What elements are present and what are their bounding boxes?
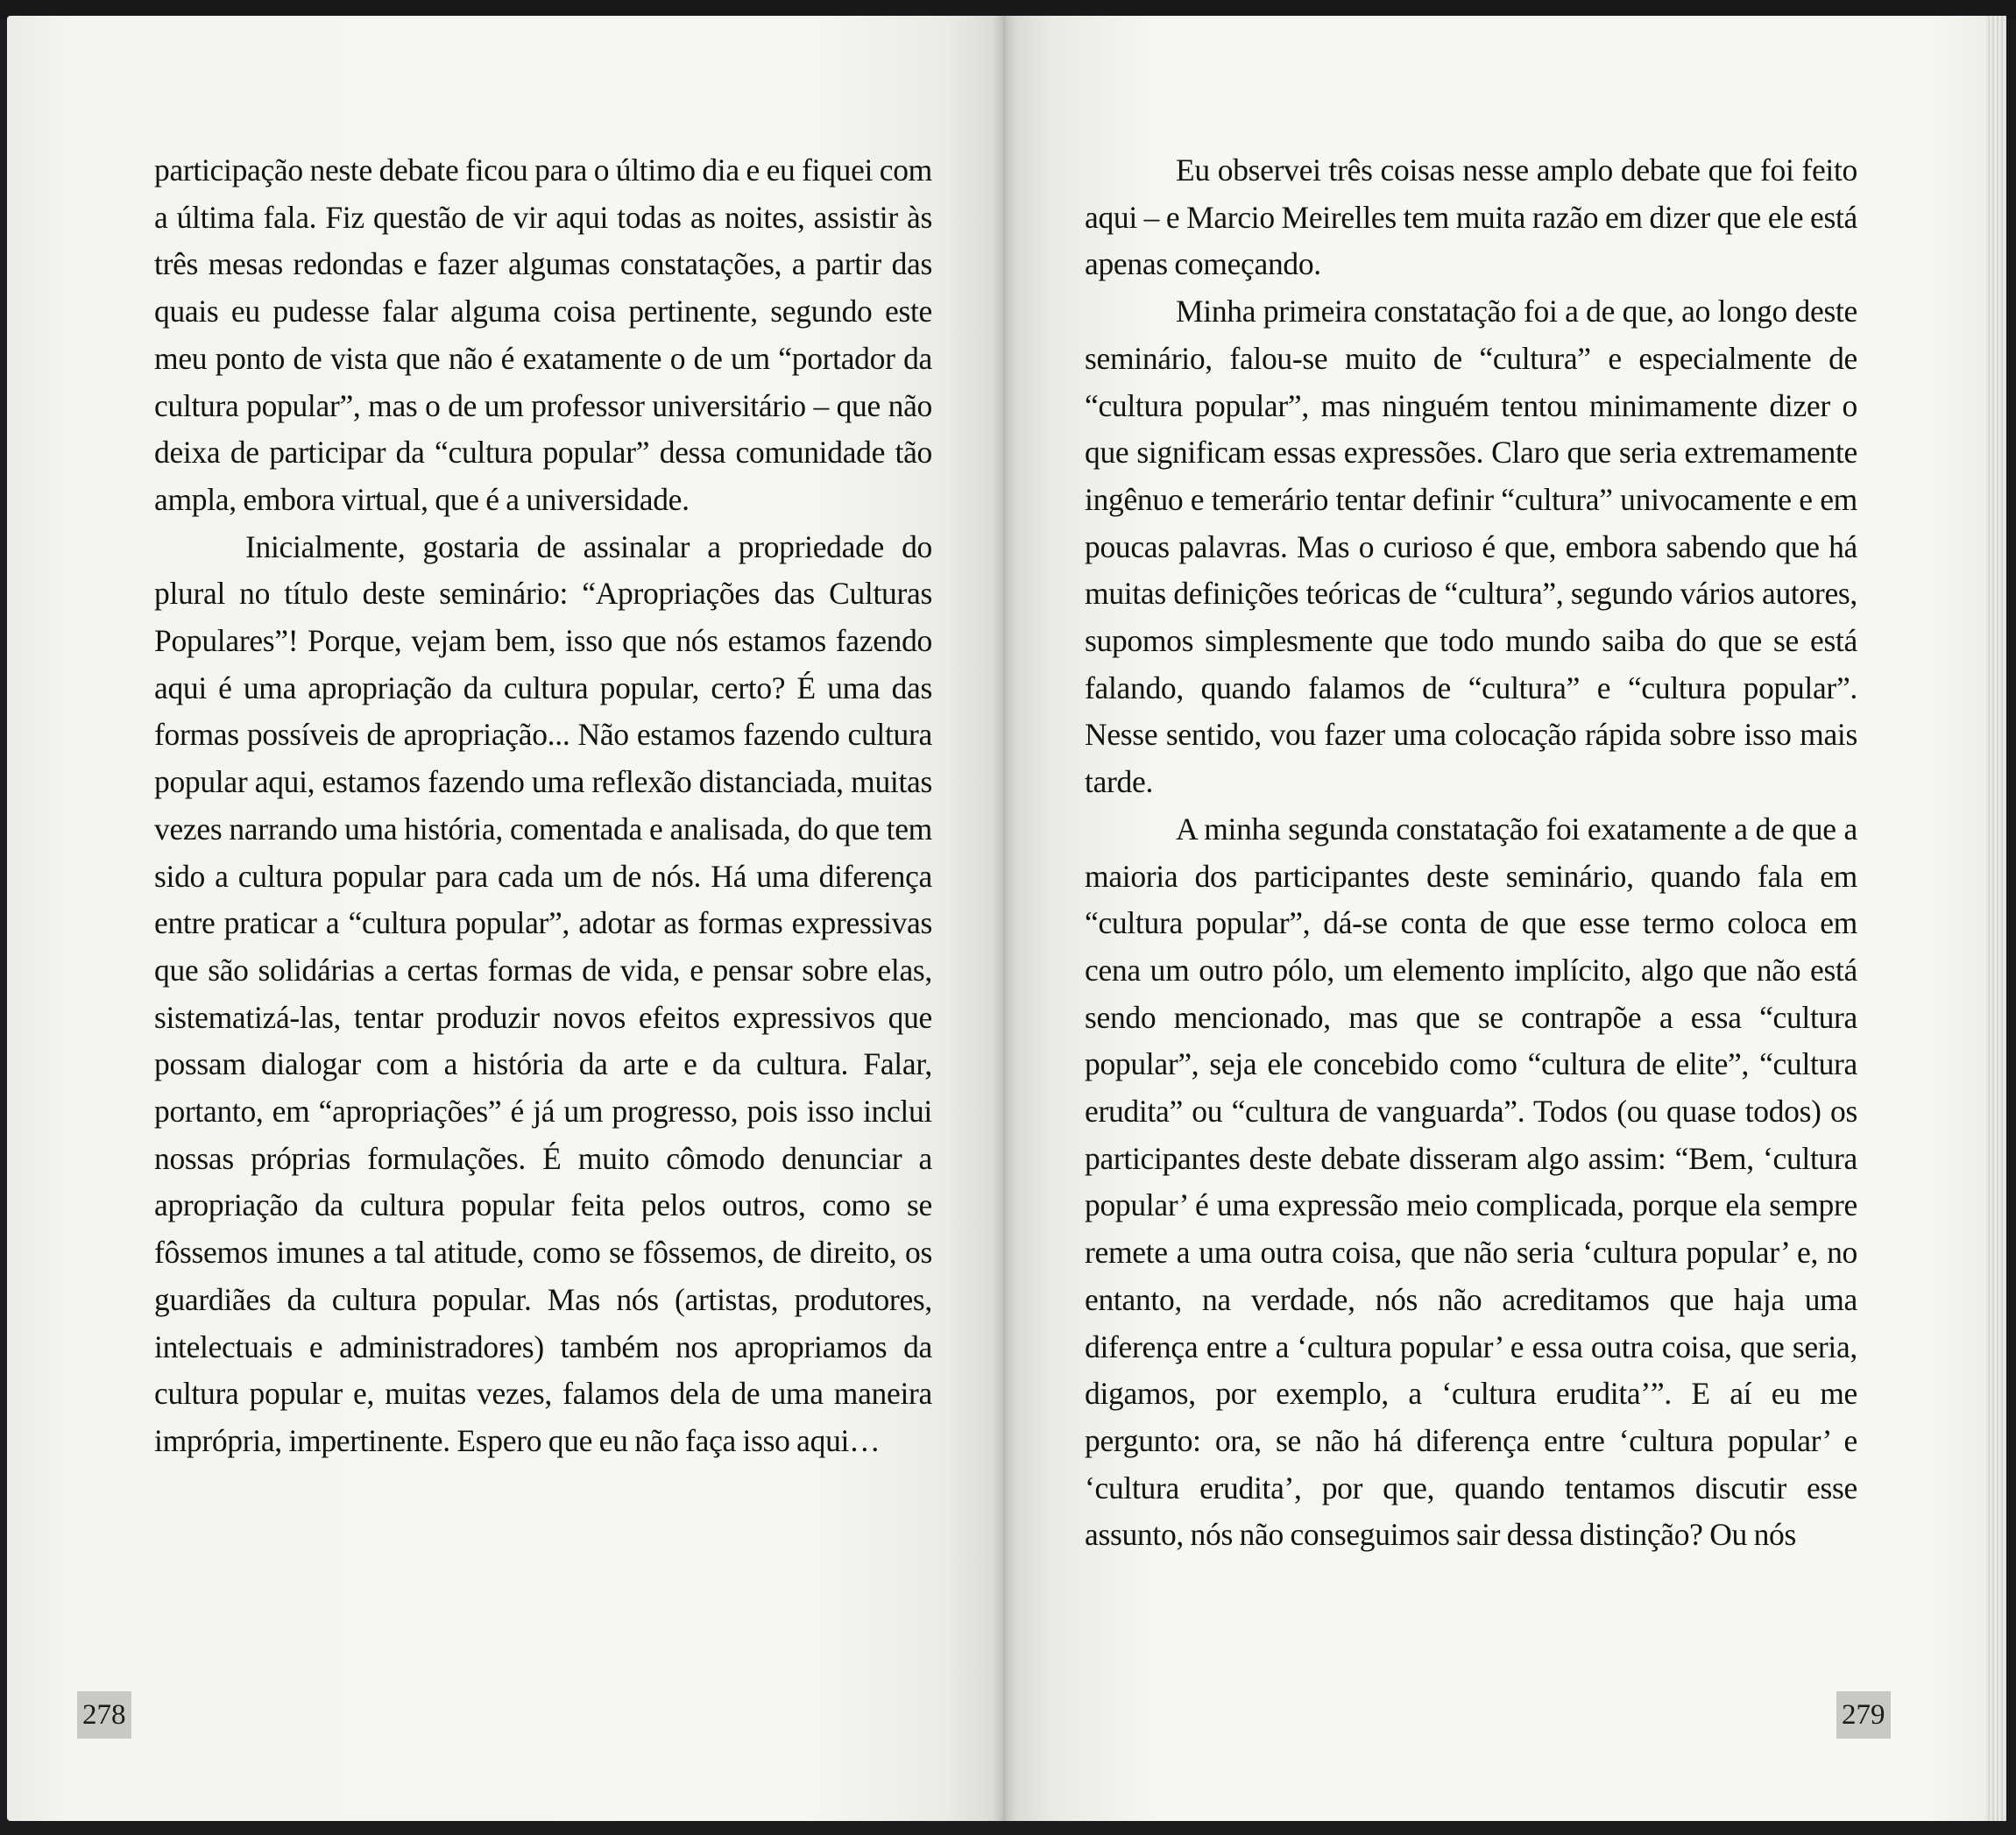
paragraph: Eu observei três coisas nesse amplo debate que foi feito aqui – e Marcio Meirelles tem muita razão em dizer que ele está apenas começando.	[1085, 152, 1857, 282]
paragraph: participação neste debate ficou para o último dia e eu fiquei com a última fala. Fiz questão de vir aqui todas as noites, assistir às três mesas redondas e fazer algumas constatações, a partir das quais eu pudesse falar alguma coisa pertinente, segundo este meu ponto de vista que não é exatamente o de um “portador da cultura popular”, mas o de um professor universitário – que não deixa de participar da “cultura popular” dessa comunidade tão ampla, embora virtual, que é a universidade.	[154, 152, 932, 517]
paragraph: Inicialmente, gostaria de assinalar a propriedade do plural no título deste seminário: “Apropriações das Culturas Populares”! Porque, vejam bem, isso que nós estamos fazendo aqui é uma apropriação da cultura popular, certo? É uma das formas possíveis de apropriação... Não estamos fazendo cultura popular aqui, estamos fazendo uma reflexão distanciada, muitas vezes narrando uma história, comentada e analisada, do que tem sido a cultura popular para cada um de nós. Há uma diferença entre praticar a “cultura popular”, adotar as formas expressivas que são solidárias a certas formas de vida, e pensar sobre elas, sistematizá-las, tentar produzir novos efeitos expressivos que possam dialogar com a história da arte e da cultura. Falar, portanto, em “apropriações” é já um progresso, pois isso inclui nossas próprias formulações. É muito cômodo denunciar a apropriação da cultura popular feita pelos outros, como se fôssemos imunes a tal atitude, como se fôssemos, de direito, os guardiães da cultura popular. Mas nós (artistas, produtores, intelectuais e administradores) também nos apropriamos da cultura popular e, muitas vezes, falamos dela de uma maneira imprópria, impertinente. Espero que eu não faça isso aqui…	[154, 528, 932, 1458]
left-page	[7, 16, 1004, 1821]
book-gutter	[992, 16, 1016, 1821]
page-number: 279	[1836, 1691, 1891, 1739]
right-page	[1004, 16, 1985, 1821]
page-stack-edge	[1985, 16, 2006, 1821]
paragraph: Minha primeira constatação foi a de que, ao longo deste seminário, falou-se muito de “cultura” e especialmente de “cultura popular”, mas ninguém tentou minimamente dizer o que significam essas expressões. Claro que seria extremamente ingênuo e temerário tentar definir “cultura” univocamente e em poucas palavras. Mas o curioso é que, embora sabendo que há muitas definições teóricas de “cultura”, segundo vários autores, supomos simplesmente que todo mundo saiba do que se está falando, quando falamos de “cultura” e “cultura popular”. Nesse sentido, vou fazer uma colocação rápida sobre isso mais tarde.	[1085, 294, 1857, 800]
paragraph: A minha segunda constatação foi exatamente a de que a maioria dos participantes deste seminário, quando fala em “cultura popular”, dá-se conta de que esse termo coloca em cena um outro pólo, um elemento implícito, algo que não está sendo mencionado, mas que se contrapõe a essa “cultura popular”, seja ele concebido como “cultura de elite”, “cultura erudita” ou “cultura de vanguarda”. Todos (ou quase todos) os participantes deste debate disseram algo assim: “Bem, ‘cultura popular’ é uma expressão meio complicada, porque ela sempre remete a uma outra coisa, que não seria ‘cultura popular’ e, no entanto, na verdade, nós não acreditamos que haja uma diferença entre a ‘cultura popular’ e essa outra coisa, que seria, digamos, por exemplo, a ‘cultura erudita’”. E aí eu me pergunto: ora, se não há diferença entre ‘cultura popular’ e ‘cultura erudita’, por que, quando tentamos discutir esse assunto, nós não conseguimos sair dessa distinção? Ou nós	[1085, 811, 1857, 1553]
page-number: 278	[77, 1691, 131, 1739]
right-page-text	[1085, 147, 1857, 1559]
left-page-text	[154, 147, 932, 1465]
